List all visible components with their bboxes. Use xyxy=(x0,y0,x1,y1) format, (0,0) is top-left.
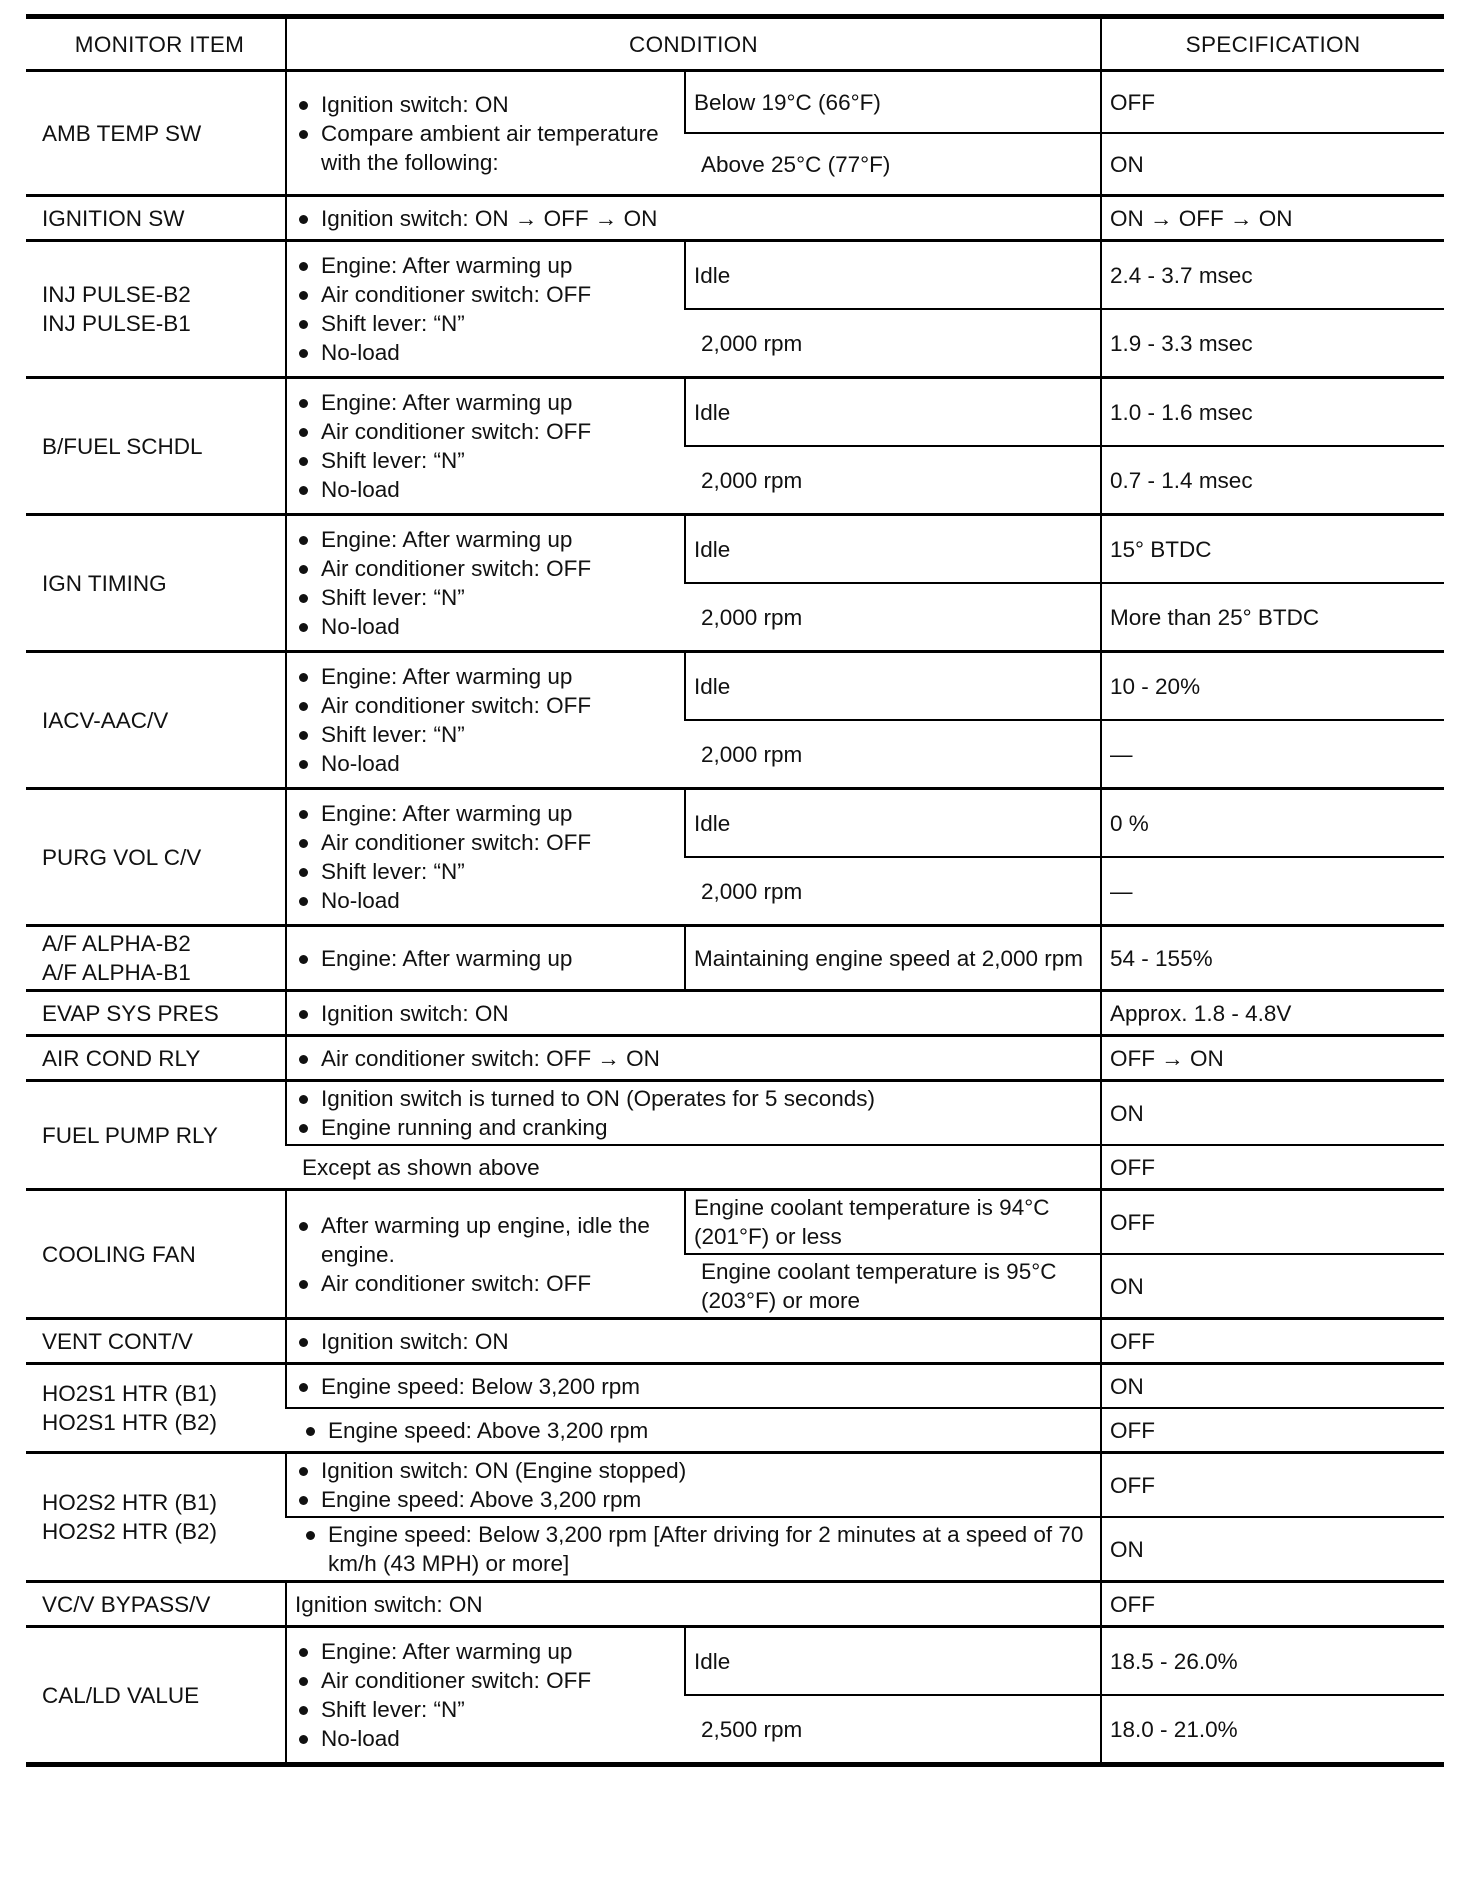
condition-bullet: Ignition switch: ON xyxy=(295,999,1092,1028)
specification: 2.4 - 3.7 msec xyxy=(1101,241,1444,310)
monitor-item: PURG VOL C/V xyxy=(26,789,286,926)
specification: 15° BTDC xyxy=(1101,515,1444,584)
table-row xyxy=(26,652,1444,721)
condition-bullet: No-load xyxy=(295,475,676,504)
specification: OFF xyxy=(1101,1145,1444,1190)
condition-bullet: Engine: After warming up xyxy=(295,799,676,828)
spec-sheet xyxy=(26,14,1444,1767)
monitor-item: B/FUEL SCHDL xyxy=(26,378,286,515)
condition xyxy=(286,991,1101,1036)
condition xyxy=(286,196,1101,241)
monitor-item: A/F ALPHA-B2 A/F ALPHA-B1 xyxy=(26,926,286,991)
monitor-item: IGN TIMING xyxy=(26,515,286,652)
specification: OFF xyxy=(1101,1190,1444,1255)
table-row xyxy=(26,196,1444,241)
sub-condition: Idle xyxy=(685,652,1101,721)
sub-condition: Maintaining engine speed at 2,000 rpm xyxy=(685,926,1101,991)
condition-bullet: Shift lever: “N” xyxy=(295,309,676,338)
table-row xyxy=(26,515,1444,584)
specification: ON xyxy=(1101,1254,1444,1319)
header-condition: CONDITION xyxy=(286,17,1101,71)
condition-bullet: Ignition switch: ON (Engine stopped) xyxy=(295,1456,1092,1485)
monitor-item: COOLING FAN xyxy=(26,1190,286,1319)
sub-condition: Below 19°C (66°F) xyxy=(685,71,1101,134)
specification: 54 - 155% xyxy=(1101,926,1444,991)
condition-bullet: Air conditioner switch: OFF xyxy=(295,1666,676,1695)
table-row xyxy=(26,1036,1444,1081)
sub-condition: 2,000 rpm xyxy=(685,446,1101,515)
header-row xyxy=(26,17,1444,71)
monitor-item: IGNITION SW xyxy=(26,196,286,241)
condition-bullet: Ignition switch: ON xyxy=(295,90,676,119)
sub-condition: Idle xyxy=(685,1627,1101,1696)
specification: OFF → ON xyxy=(1101,1036,1444,1081)
table-row xyxy=(26,378,1444,447)
specification: OFF xyxy=(1101,1319,1444,1364)
specification: 18.0 - 21.0% xyxy=(1101,1695,1444,1765)
sub-condition: 2,000 rpm xyxy=(685,309,1101,378)
specification: 0.7 - 1.4 msec xyxy=(1101,446,1444,515)
specification: OFF xyxy=(1101,1408,1444,1453)
condition xyxy=(286,1453,1101,1518)
condition xyxy=(286,241,685,378)
sub-condition: Idle xyxy=(685,515,1101,584)
condition-bullet: Engine running and cranking xyxy=(295,1113,1092,1142)
specification: — xyxy=(1101,720,1444,789)
specification: ON xyxy=(1101,1081,1444,1146)
monitor-item: AMB TEMP SW xyxy=(26,71,286,196)
condition xyxy=(286,789,685,926)
specification: — xyxy=(1101,857,1444,926)
table-row xyxy=(26,1190,1444,1255)
sub-condition: Above 25°C (77°F) xyxy=(685,133,1101,196)
condition-bullet: Air conditioner switch: OFF xyxy=(295,280,676,309)
condition-bullet: Air conditioner switch: OFF xyxy=(295,554,676,583)
condition-bullet: No-load xyxy=(295,338,676,367)
table-row xyxy=(26,1319,1444,1364)
table-row xyxy=(26,1364,1444,1409)
condition-bullet: Shift lever: “N” xyxy=(295,857,676,886)
condition: Ignition switch: ON xyxy=(286,1582,1101,1627)
condition xyxy=(286,926,685,991)
specification: 0 % xyxy=(1101,789,1444,858)
condition-bullet: No-load xyxy=(295,1724,676,1753)
condition-bullet: No-load xyxy=(295,749,676,778)
condition xyxy=(286,652,685,789)
condition-bullet: Engine: After warming up xyxy=(295,662,676,691)
table-row xyxy=(26,1582,1444,1627)
condition-bullet: Shift lever: “N” xyxy=(295,1695,676,1724)
condition-bullet: Engine: After warming up xyxy=(295,944,676,973)
condition xyxy=(286,378,685,515)
table-row xyxy=(26,71,1444,134)
specification: ON xyxy=(1101,133,1444,196)
monitor-item: EVAP SYS PRES xyxy=(26,991,286,1036)
sub-condition: 2,000 rpm xyxy=(685,857,1101,926)
condition xyxy=(286,71,685,196)
condition-bullet: No-load xyxy=(295,886,676,915)
sub-condition: Idle xyxy=(685,789,1101,858)
condition xyxy=(286,1319,1101,1364)
condition-bullet: Shift lever: “N” xyxy=(295,583,676,612)
monitor-item: AIR COND RLY xyxy=(26,1036,286,1081)
condition-bullet: Air conditioner switch: OFF xyxy=(295,1269,676,1298)
condition-bullet: Compare ambient air temperature with the following: xyxy=(295,119,676,177)
sub-condition: Idle xyxy=(685,378,1101,447)
condition-bullet: Ignition switch: ON → OFF → ON xyxy=(295,204,1092,233)
header-specification: SPECIFICATION xyxy=(1101,17,1444,71)
specification: ON xyxy=(1101,1517,1444,1582)
specification: OFF xyxy=(1101,71,1444,134)
monitor-item: VC/V BYPASS/V xyxy=(26,1582,286,1627)
condition xyxy=(286,1036,1101,1081)
condition-bullet: Engine: After warming up xyxy=(295,525,676,554)
table-row xyxy=(26,241,1444,310)
header-monitor-item: MONITOR ITEM xyxy=(26,17,286,71)
specification: OFF xyxy=(1101,1453,1444,1518)
monitor-item: HO2S1 HTR (B1) HO2S1 HTR (B2) xyxy=(26,1364,286,1453)
specification: More than 25° BTDC xyxy=(1101,583,1444,652)
condition xyxy=(286,1190,685,1319)
sub-condition: 2,500 rpm xyxy=(685,1695,1101,1765)
specification: OFF xyxy=(1101,1582,1444,1627)
table-row xyxy=(26,1081,1444,1146)
table-row xyxy=(26,1627,1444,1696)
monitor-spec-table xyxy=(26,14,1444,1767)
specification: 1.9 - 3.3 msec xyxy=(1101,309,1444,378)
condition-bullet: Engine speed: Below 3,200 rpm [After driving for 2 minutes at a speed of 70 km/h (43 MPH) or more] xyxy=(302,1520,1092,1578)
condition-bullet: Engine speed: Below 3,200 rpm xyxy=(295,1372,1092,1401)
condition-bullet: Air conditioner switch: OFF xyxy=(295,691,676,720)
sub-condition: Idle xyxy=(685,241,1101,310)
condition-bullet: No-load xyxy=(295,612,676,641)
sub-condition: 2,000 rpm xyxy=(685,583,1101,652)
condition xyxy=(286,1627,685,1765)
monitor-item: VENT CONT/V xyxy=(26,1319,286,1364)
condition-bullet: Engine speed: Above 3,200 rpm xyxy=(295,1485,1092,1514)
specification: Approx. 1.8 - 4.8V xyxy=(1101,991,1444,1036)
condition xyxy=(286,1081,1101,1146)
specification: 10 - 20% xyxy=(1101,652,1444,721)
monitor-item: CAL/LD VALUE xyxy=(26,1627,286,1765)
specification: ON → OFF → ON xyxy=(1101,196,1444,241)
sub-condition: Engine coolant temperature is 95°C (203°F) or more xyxy=(685,1254,1101,1319)
monitor-item: IACV-AAC/V xyxy=(26,652,286,789)
condition-bullet: Air conditioner switch: OFF xyxy=(295,828,676,857)
condition-bullet: Shift lever: “N” xyxy=(295,446,676,475)
condition-bullet: Engine speed: Above 3,200 rpm xyxy=(302,1416,1092,1445)
condition xyxy=(286,1364,1101,1409)
condition-bullet: Air conditioner switch: OFF → ON xyxy=(295,1044,1092,1073)
sub-condition: Engine coolant temperature is 94°C (201°F) or less xyxy=(685,1190,1101,1255)
condition-bullet: After warming up engine, idle the engine. xyxy=(295,1211,676,1269)
condition-bullet: Ignition switch is turned to ON (Operates for 5 seconds) xyxy=(295,1084,1092,1113)
specification: 18.5 - 26.0% xyxy=(1101,1627,1444,1696)
condition-bullet: Engine: After warming up xyxy=(295,388,676,417)
monitor-item: FUEL PUMP RLY xyxy=(26,1081,286,1190)
condition-bullet: Engine: After warming up xyxy=(295,251,676,280)
table-row xyxy=(26,789,1444,858)
specification: 1.0 - 1.6 msec xyxy=(1101,378,1444,447)
condition xyxy=(286,515,685,652)
condition: Except as shown above xyxy=(286,1145,1101,1190)
monitor-item: HO2S2 HTR (B1) HO2S2 HTR (B2) xyxy=(26,1453,286,1582)
sub-condition: 2,000 rpm xyxy=(685,720,1101,789)
condition xyxy=(286,1408,1101,1453)
condition-bullet: Ignition switch: ON xyxy=(295,1327,1092,1356)
condition-bullet: Air conditioner switch: OFF xyxy=(295,417,676,446)
condition-bullet: Shift lever: “N” xyxy=(295,720,676,749)
table-row xyxy=(26,926,1444,991)
condition xyxy=(286,1517,1101,1582)
condition-bullet: Engine: After warming up xyxy=(295,1637,676,1666)
table-row xyxy=(26,1453,1444,1518)
specification: ON xyxy=(1101,1364,1444,1409)
table-row xyxy=(26,991,1444,1036)
monitor-item: INJ PULSE-B2 INJ PULSE-B1 xyxy=(26,241,286,378)
